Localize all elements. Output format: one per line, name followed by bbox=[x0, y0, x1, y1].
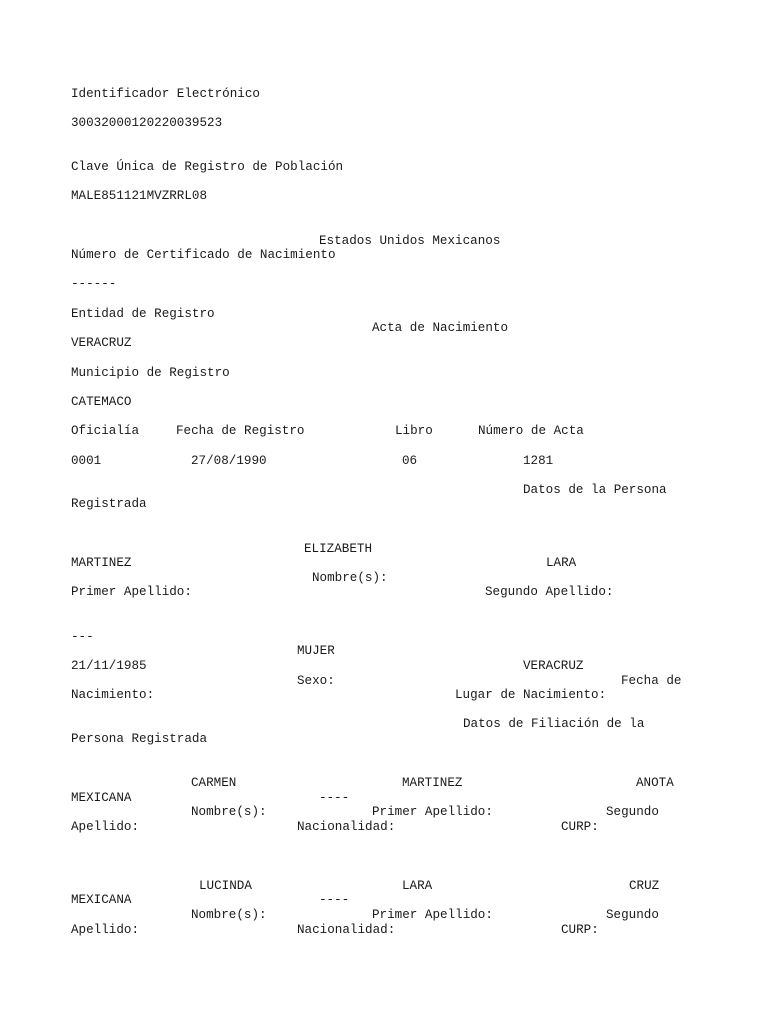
fecha-registro-value: 27/08/1990 bbox=[191, 454, 267, 468]
person-first-surname: MARTINEZ bbox=[71, 556, 132, 570]
person-birth-date: 21/11/1985 bbox=[71, 659, 147, 673]
municipality-label: Municipio de Registro bbox=[71, 366, 230, 380]
oficialia-value: 0001 bbox=[71, 454, 102, 468]
person-names-label: Nombre(s): bbox=[312, 571, 388, 585]
municipality-value: CATEMACO bbox=[71, 395, 132, 409]
certificate-value: ------ bbox=[71, 277, 117, 291]
entity-value: VERACRUZ bbox=[71, 336, 132, 350]
parent2-names: LUCINDA bbox=[199, 879, 252, 893]
act-title: Acta de Nacimiento bbox=[372, 321, 509, 335]
person-second-surname-label: Segundo Apellido: bbox=[485, 585, 614, 599]
parent1-second-surname: ANOTA bbox=[636, 776, 674, 790]
parent2-curp: ---- bbox=[319, 893, 350, 907]
curp-value: MALE851121MVZRRL08 bbox=[71, 189, 208, 203]
parent2-nationality: MEXICANA bbox=[71, 893, 132, 907]
person-section-title-cont: Registrada bbox=[71, 497, 147, 511]
curp-label: Clave Única de Registro de Población bbox=[71, 160, 344, 174]
parent2-second-surname-label: Segundo bbox=[606, 908, 659, 922]
oficialia-label: Oficialía bbox=[71, 424, 140, 438]
fecha-registro-label: Fecha de Registro bbox=[176, 424, 305, 438]
country-title: Estados Unidos Mexicanos bbox=[319, 234, 501, 248]
filiation-section-title: Datos de Filiación de la bbox=[463, 717, 645, 731]
person-section-title: Datos de la Persona bbox=[523, 483, 667, 497]
parent2-nationality-label: Nacionalidad: bbox=[297, 923, 396, 937]
parent1-nationality: MEXICANA bbox=[71, 791, 132, 805]
libro-label: Libro bbox=[395, 424, 433, 438]
electronic-id-value: 30032000120220039523 bbox=[71, 116, 223, 130]
person-birth-place-label: Lugar de Nacimiento: bbox=[455, 688, 607, 702]
electronic-id-label: Identificador Electrónico bbox=[71, 87, 260, 101]
parent1-second-surname-label: Segundo bbox=[606, 805, 659, 819]
parent1-curp-label: CURP: bbox=[561, 820, 599, 834]
parent2-second-surname: CRUZ bbox=[629, 879, 660, 893]
libro-value: 06 bbox=[402, 454, 418, 468]
parent1-curp: ---- bbox=[319, 791, 350, 805]
parent1-names: CARMEN bbox=[191, 776, 237, 790]
parent1-second-surname-label-cont: Apellido: bbox=[71, 820, 140, 834]
person-birth-date-label: Fecha de bbox=[621, 674, 682, 688]
person-birth-place: VERACRUZ bbox=[523, 659, 584, 673]
parent2-first-surname: LARA bbox=[402, 879, 433, 893]
person-names: ELIZABETH bbox=[304, 542, 373, 556]
person-second-surname: LARA bbox=[546, 556, 577, 570]
parent2-first-surname-label: Primer Apellido: bbox=[372, 908, 493, 922]
certificate-label: Número de Certificado de Nacimiento bbox=[71, 248, 336, 262]
entity-label: Entidad de Registro bbox=[71, 307, 215, 321]
parent2-second-surname-label-cont: Apellido: bbox=[71, 923, 140, 937]
parent1-first-surname: MARTINEZ bbox=[402, 776, 463, 790]
filiation-section-title-cont: Persona Registrada bbox=[71, 732, 208, 746]
person-dash: --- bbox=[71, 630, 94, 644]
numero-acta-value: 1281 bbox=[523, 454, 554, 468]
person-birth-date-label-cont: Nacimiento: bbox=[71, 688, 155, 702]
parent1-names-label: Nombre(s): bbox=[191, 805, 267, 819]
numero-acta-label: Número de Acta bbox=[478, 424, 584, 438]
person-sex-label: Sexo: bbox=[297, 674, 335, 688]
person-first-surname-label: Primer Apellido: bbox=[71, 585, 192, 599]
parent2-curp-label: CURP: bbox=[561, 923, 599, 937]
person-sex: MUJER bbox=[297, 644, 335, 658]
parent2-names-label: Nombre(s): bbox=[191, 908, 267, 922]
parent1-nationality-label: Nacionalidad: bbox=[297, 820, 396, 834]
parent1-first-surname-label: Primer Apellido: bbox=[372, 805, 493, 819]
